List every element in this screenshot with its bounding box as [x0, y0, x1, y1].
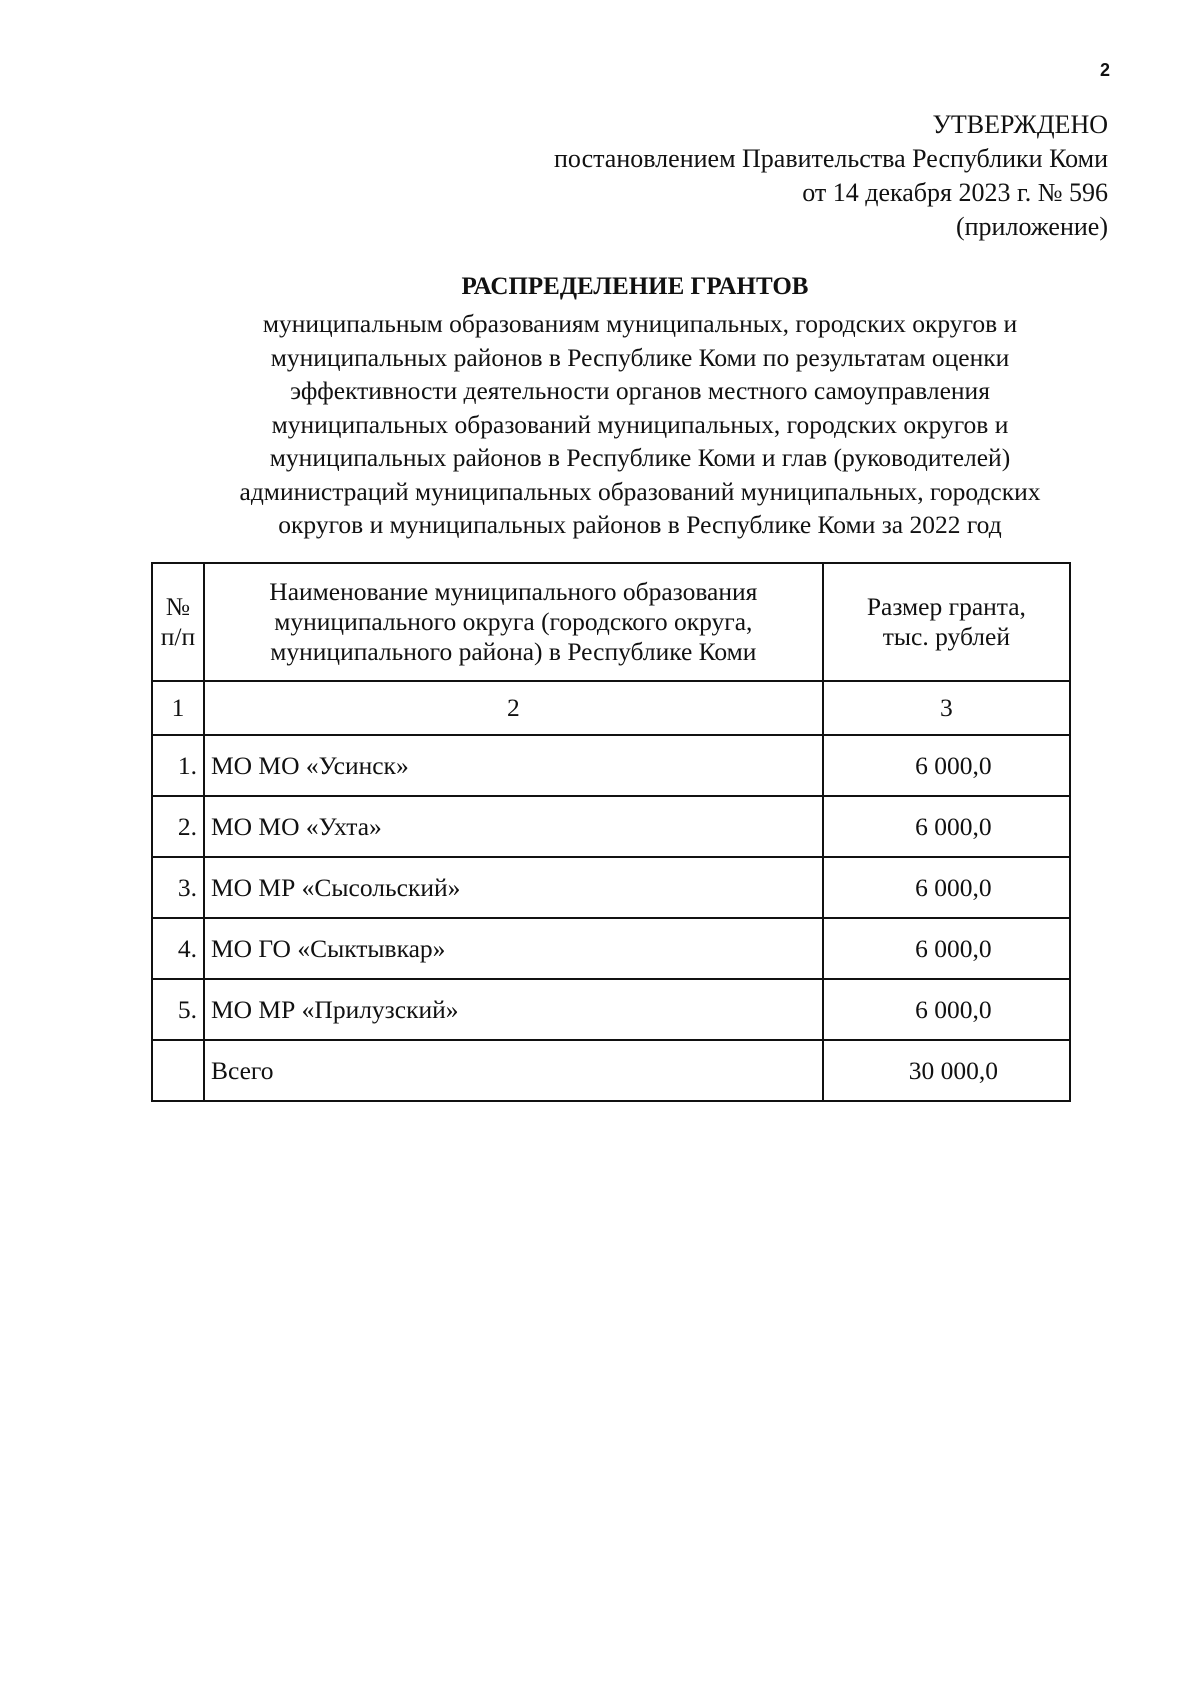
column-number-row [152, 681, 1070, 735]
row-num: 3. [152, 857, 204, 918]
approval-heading: УТВЕРЖДЕНО [932, 110, 1108, 139]
row-num: 5. [152, 979, 204, 1040]
total-label: Всего [204, 1040, 823, 1101]
document-subtitle [90, 307, 1190, 542]
table-row [152, 735, 1070, 796]
table-row [152, 796, 1070, 857]
approval-date: от 14 декабря 2023 г. № 596 [802, 178, 1108, 207]
row-num: 2. [152, 796, 204, 857]
column-number: 2 [204, 681, 823, 735]
row-name: МО МР «Прилузский» [204, 979, 823, 1040]
row-amount: 6 000,0 [823, 735, 1070, 796]
header-num-line: п/п [160, 622, 196, 651]
table-row [152, 857, 1070, 918]
approval-decree: постановлением Правительства Республики Коми [554, 144, 1108, 173]
column-number: 1 [152, 681, 204, 735]
subtitle-line: муниципальных образований муниципальных, городских округов и [271, 409, 1009, 439]
header-name-line: Наименование муниципального образования [269, 577, 758, 606]
subtitle-line: округов и муниципальных районов в Республике Коми за 2022 год [278, 510, 1002, 539]
row-amount: 6 000,0 [823, 918, 1070, 979]
document-title: РАСПРЕДЕЛЕНИЕ ГРАНТОВ [461, 273, 809, 300]
header-num [152, 563, 204, 681]
column-number: 3 [823, 681, 1070, 735]
header-amount [823, 563, 1070, 681]
page-number: 2 [1099, 60, 1110, 80]
approval-appendix: (приложение) [955, 212, 1108, 241]
approval-block [554, 108, 1108, 244]
header-name-line: муниципального района) в Республике Коми [270, 637, 757, 666]
total-amount: 30 000,0 [823, 1040, 1070, 1101]
subtitle-line: администраций муниципальных образований муниципальных, городских [239, 476, 1041, 506]
subtitle-line: муниципальных районов в Республике Коми и глав (руководителей) [269, 443, 1011, 472]
row-amount: 6 000,0 [823, 796, 1070, 857]
row-amount: 6 000,0 [823, 979, 1070, 1040]
header-name [204, 563, 823, 681]
row-name: МО МО «Ухта» [204, 796, 823, 857]
row-num: 1. [152, 735, 204, 796]
header-num-line: № [165, 592, 191, 621]
row-num: 4. [152, 918, 204, 979]
header-name-line: муниципального округа (городского округа, [274, 607, 753, 636]
grants-table [151, 562, 1071, 1102]
row-amount: 6 000,0 [823, 857, 1070, 918]
header-amount-line: Размер гранта, [866, 592, 1026, 621]
table-row [152, 979, 1070, 1040]
subtitle-line: эффективности деятельности органов местного самоуправления [290, 376, 990, 405]
total-row [152, 1040, 1070, 1101]
subtitle-line: муниципальным образованиям муниципальных, городских округов и [262, 309, 1018, 338]
row-name: МО МО «Усинск» [204, 735, 823, 796]
subtitle-line: муниципальных районов в Республике Коми по результатам оценки [270, 342, 1010, 372]
total-num [152, 1040, 204, 1101]
header-amount-line: тыс. рублей [882, 622, 1010, 651]
table-row [152, 918, 1070, 979]
row-name: МО МР «Сысольский» [204, 857, 823, 918]
table-header-row [152, 563, 1070, 681]
row-name: МО ГО «Сыктывкар» [204, 918, 823, 979]
